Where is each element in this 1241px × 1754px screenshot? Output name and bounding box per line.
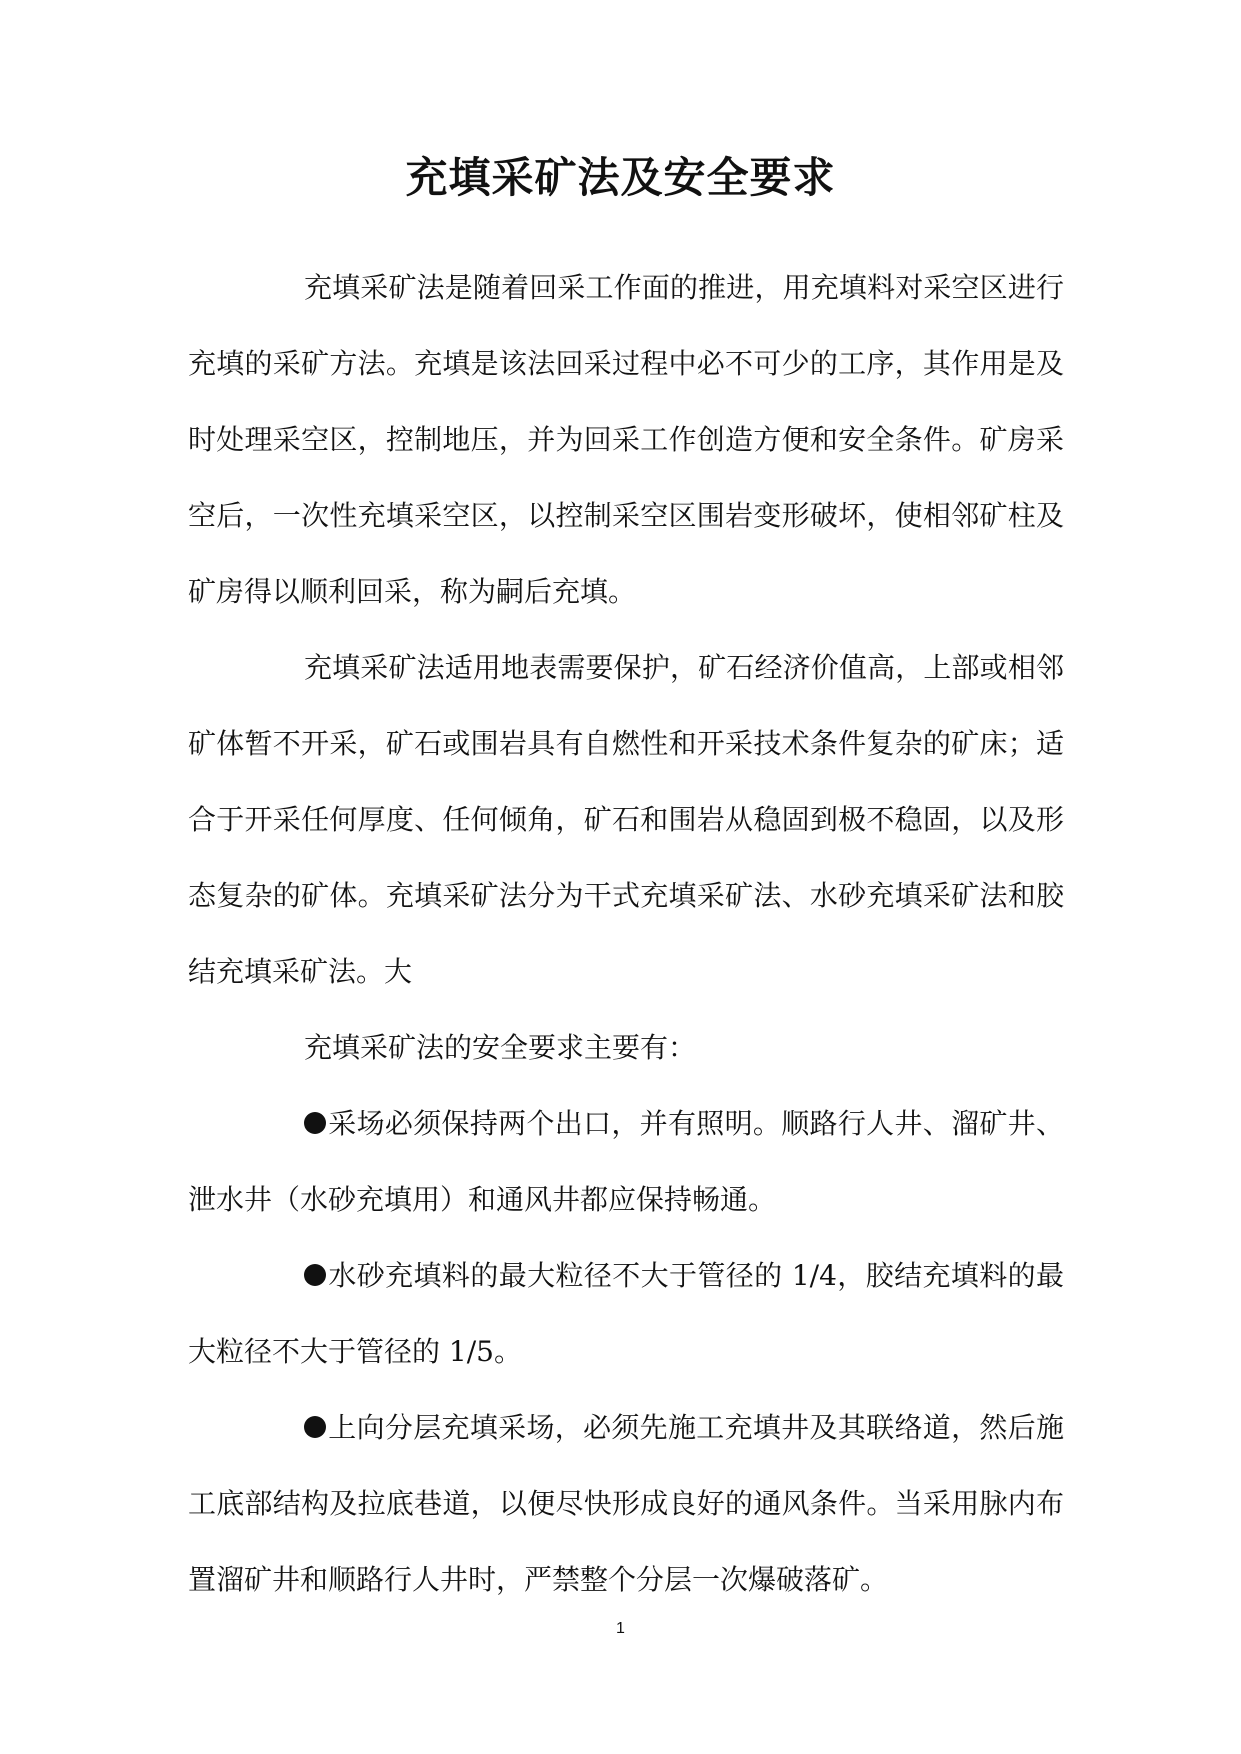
bullet-text: 采场必须保持两个出口，并有照明。顺路行人井、溜矿井、泄水井（水砂充填用）和通风井都应保持畅通。: [188, 1107, 1064, 1216]
bullet-item: [188, 1086, 1064, 1238]
bullet-icon: [304, 1112, 326, 1134]
bullet-icon: [304, 1416, 326, 1438]
bullet-icon: [304, 1264, 326, 1286]
bullet-text: 上向分层充填采场，必须先施工充填井及其联络道，然后施工底部结构及拉底巷道，以便尽快形成良好的通风条件。当采用脉内布置溜矿井和顺路行人井时，严禁整个分层一次爆破落矿。: [188, 1411, 1064, 1596]
paragraph-applicability: 充填采矿法适用地表需要保护，矿石经济价值高，上部或相邻矿体暂不开采，矿石或围岩具有自燃性和开采技术条件复杂的矿床；适合于开采任何厚度、任何倾角，矿石和围岩从稳固到极不稳固，以及形态复杂的矿体。充填采矿法分为干式充填采矿法、水砂充填采矿法和胶结充填采矿法。大: [188, 651, 1064, 988]
bullet-item: [188, 1390, 1064, 1618]
page-title: 充填采矿法及安全要求: [405, 153, 836, 202]
paragraph-safety-intro: 充填采矿法的安全要求主要有：: [304, 1031, 697, 1064]
bullet-item: [188, 1238, 1064, 1390]
bullet-text: 水砂充填料的最大粒径不大于管径的 1/4，胶结充填料的最大粒径不大于管径的 1/5。: [188, 1259, 1064, 1368]
page-number: 1: [616, 1620, 625, 1637]
document-body: [188, 250, 1064, 1618]
paragraph-definition: 充填采矿法是随着回采工作面的推进，用充填料对采空区进行充填的采矿方法。充填是该法回采过程中必不可少的工序，其作用是及时处理采空区，控制地压，并为回采工作创造方便和安全条件。矿房采空后，一次性充填采空区，以控制采空区围岩变形破坏，使相邻矿柱及矿房得以顺利回采，称为嗣后充填。: [188, 271, 1064, 608]
